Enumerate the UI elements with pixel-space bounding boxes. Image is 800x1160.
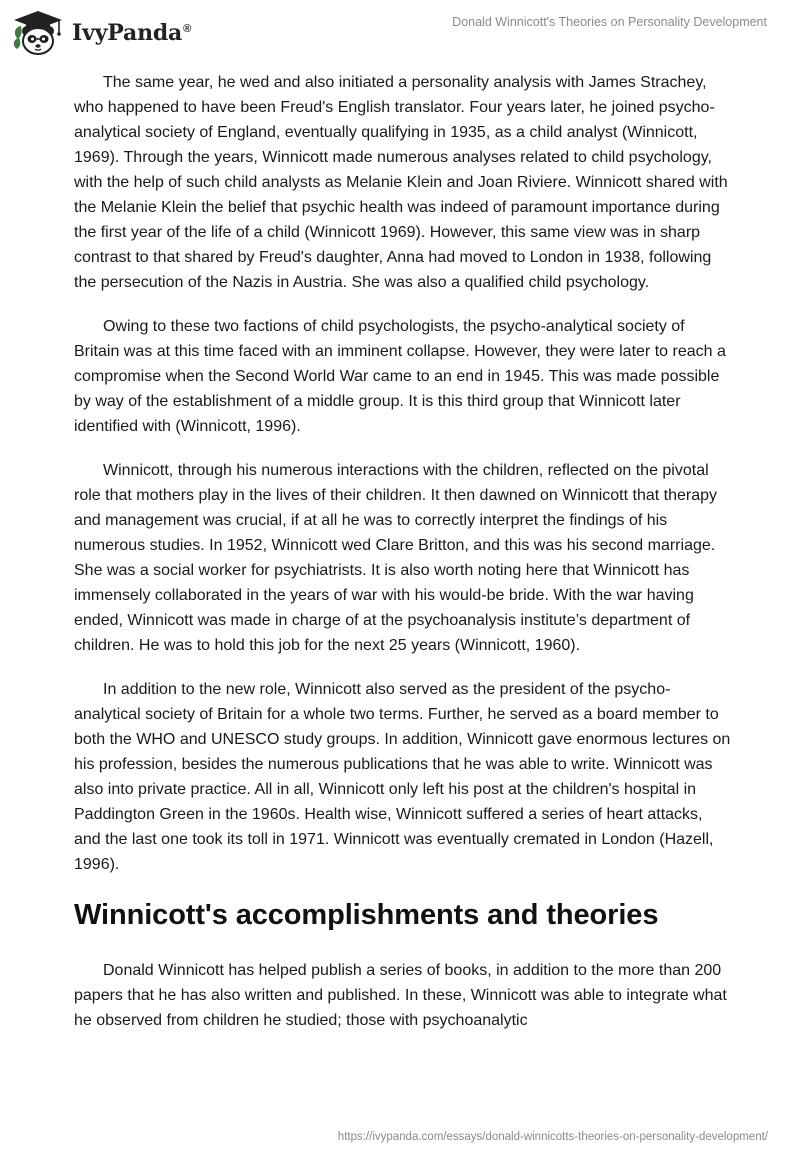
document-title: Donald Winnicott's Theories on Personality Development <box>452 15 767 29</box>
ivypanda-logo[interactable] <box>12 8 191 58</box>
paragraph: Donald Winnicott has helped publish a series of books, in addition to the more than 200 papers that he has also written and published. In these, Winnicott was able to integrate what he observed from children he studied; those with psychoanalytic <box>74 962 727 1029</box>
paragraph: The same year, he wed and also initiated a personality analysis with James Strachey, who happened to have been Freud's English translator. Four years later, he joined psycho-analytical society of England, eventually qualifying in 1935, as a child analyst (Winnicott, 1969). Through the years, Winnicott made numerous analyses related to child psychology, with the help of such child analysts as Melanie Klein and Joan Riviere. Winnicott shared with the Melanie Klein the belief that psychic health was indeed of paramount importance during the first year of the life of a child (Winnicott 1969). However, this same view was in sharp contrast to that shared by Freud's daughter, Anna had moved to London in 1938, following the persecution of the Nazis in Austria. She was also a qualified child psychology. <box>74 74 728 291</box>
paragraph: Winnicott, through his numerous interactions with the children, reflected on the pivotal role that mothers play in the lives of their children. It then dawned on Winnicott that therapy and management was crucial, if at all he was to correctly interpret the findings of his numerous studies. In 1952, Winnicott wed Clare Britton, and this was his second marriage. She was a social worker for psychiatrists. It is also worth noting here that Winnicott has immensely collaborated in the years of war with his would-be bride. With the war having ended, Winnicott was made in charge of at the psychoanalysis institute’s department of children. He was to hold this job for the next 25 years (Winnicott, 1960). <box>74 462 718 654</box>
page-header <box>0 0 800 60</box>
paragraph: In addition to the new role, Winnicott also served as the president of the psycho-analytical society of Britain for a whole two terms. Further, he served as a board member to both the WHO and UNESCO study groups. In addition, Winnicott gave enormous lectures on his profession, besides the numerous publications that he was able to write. Winnicott was also into private practice. All in all, Winnicott only left his post at the children's hospital in Paddington Green in the 1960s. Health wise, Winnicott suffered a series of heart attacks, and the last one took its toll in 1971. Winnicott was eventually cremated in London (Hazell, 1996). <box>74 681 731 873</box>
registered-mark: ® <box>183 22 192 35</box>
brand-name: IvyPanda® <box>72 20 192 46</box>
paragraph: Owing to these two factions of child psychologists, the psycho-analytical society of Britain was at this time faced with an imminent collapse. However, they were later to reach a compromise when the Second World War came to an end in 1945. This was made possible by way of the establishment of a middle group. It is this third group that Winnicott later identified with (Winnicott, 1996). <box>74 318 726 435</box>
page-url[interactable]: https://ivypanda.com/essays/donald-winnicotts-theories-on-personality-development/ <box>337 1131 768 1143</box>
essay-body <box>74 70 732 1052</box>
section-heading: Winnicott's accomplishments and theories <box>74 899 659 931</box>
panda-graduate-icon <box>12 9 64 57</box>
